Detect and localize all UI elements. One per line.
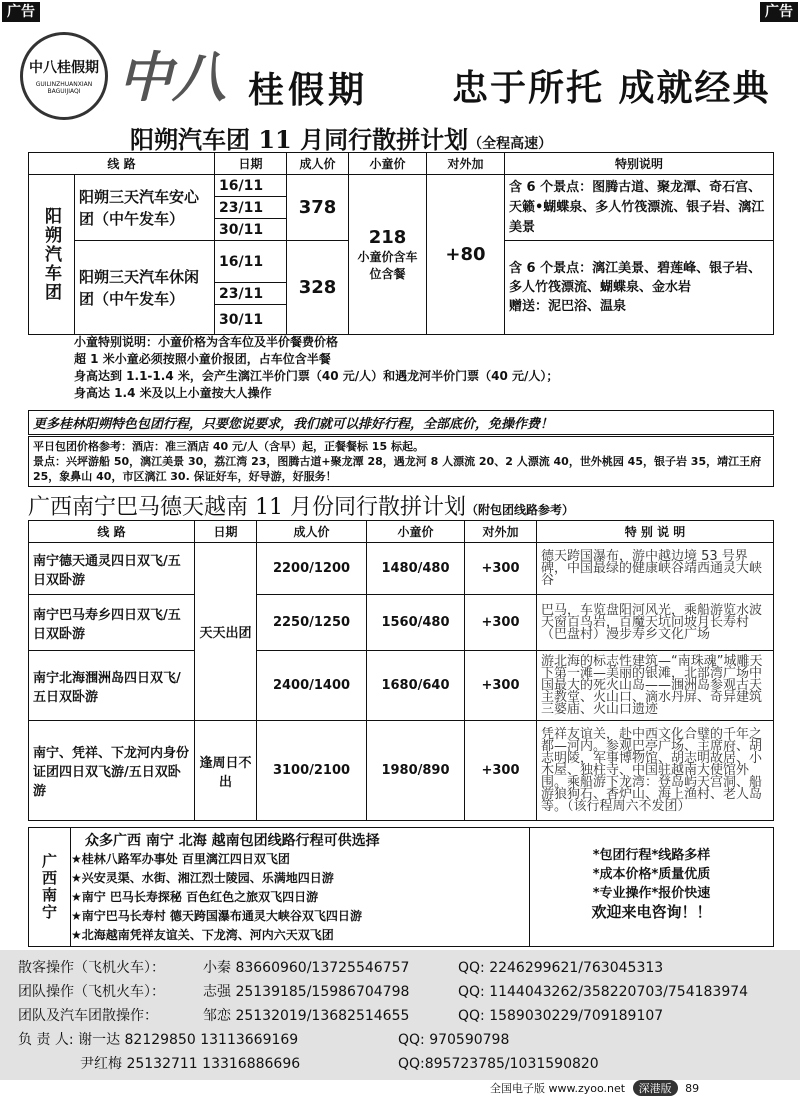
table-header-row	[29, 153, 774, 175]
table-row	[29, 651, 774, 721]
custom-tour-banner: 更多桂林阳朔特色包团行程，只要您说要求，我们就可以排好行程，全部底价，免操作费！	[28, 410, 774, 435]
contact-label: 负 责 人: 谢一达 82129850 13113669169	[18, 1032, 299, 1048]
route-name: 南宁、凭祥、下龙河内身份证团四日双飞游/五日双卧游	[29, 721, 195, 821]
extra-price: +300	[465, 543, 537, 595]
table-header-row	[29, 521, 774, 543]
col-route: 线 路	[29, 153, 215, 175]
col-route: 线 路	[29, 521, 195, 543]
route-name: 阳朔三天汽车安心团（中午发车）	[75, 175, 215, 241]
yangshuo-tour-table	[28, 152, 774, 335]
child-notes	[74, 334, 774, 402]
route-name: 南宁德天通灵四日双飞/五日双卧游	[29, 543, 195, 595]
side-label: 阳朔汽车团	[29, 175, 75, 335]
logo-sub: GUILINZHUANXIAN BAGUIJIAQI	[35, 81, 93, 95]
footer-site: 全国电子版 www.zyoo.net	[490, 1082, 626, 1095]
contact-person: 志强 25139185/15986704798	[203, 984, 410, 1000]
company-logo-badge	[20, 32, 108, 120]
brand-mark: 中八	[118, 45, 226, 109]
page-footer	[490, 1080, 699, 1096]
contact-row	[18, 956, 798, 980]
section1-title	[130, 120, 552, 155]
section2-title-text: 广西南宁巴马德天越南 11 月份同行散拼计划	[28, 495, 466, 520]
note-line: 小童特别说明：小童价格为含车位及半价餐费价格	[74, 335, 339, 349]
contact-qq: QQ: 2246299621/763045313	[458, 960, 664, 976]
child-price: 1480/480	[367, 543, 465, 595]
child-price: 1980/890	[367, 721, 465, 821]
extra-price: +80	[427, 175, 505, 335]
section1-title-note: （全程高速）	[468, 136, 553, 152]
note-line: 身高达 1.4 米及以上小童按大人操作	[74, 386, 272, 400]
date-cell: 16/11	[215, 241, 287, 283]
daily-departure: 天天出团	[195, 543, 257, 721]
list-item: ★桂林八路军办事处 百里漓江四日双飞团	[71, 852, 290, 866]
col-special: 特别说明	[505, 153, 774, 175]
contact-qq: QQ: 970590798	[398, 1032, 510, 1048]
service-highlights	[529, 828, 773, 946]
region-label-cell	[29, 828, 71, 946]
col-adult: 成人价	[287, 153, 349, 175]
note-line: 身高达到 1.1-1.4 米，会产生漓江半价门票（40 元/人）和遇龙河半价门票（40 元/人）；	[74, 369, 559, 383]
col-adult: 成人价	[257, 521, 367, 543]
gift-note: 赠送：泥巴浴、温泉	[509, 299, 627, 314]
contacts-panel	[0, 950, 800, 1080]
contact-label: 团队及汽车团散操作：	[18, 1008, 158, 1024]
contact-label: 尹红梅 25132711 13316886696	[80, 1056, 301, 1072]
route-name: 阳朔三天汽车休闲团（中午发车）	[75, 241, 215, 335]
footer-edition-badge	[633, 1080, 678, 1096]
col-child: 小童价	[349, 153, 427, 175]
date-cell: 30/11	[215, 305, 287, 335]
table-row	[29, 595, 774, 651]
col-date: 日期	[215, 153, 287, 175]
route-name: 南宁北海涠洲岛四日双飞/五日双卧游	[29, 651, 195, 721]
section2-title	[28, 490, 574, 521]
col-extra: 对外加	[427, 153, 505, 175]
list-item: ★兴安灵渠、水街、湘江烈士陵园、乐满地四日游	[71, 871, 334, 885]
price-ref-line: 景点：兴坪游船 50，漓江美景 30，荔江湾 23，图腾古道+聚龙潭 28，遇龙河 8 人漂流 20、2 人漂流 40，世外桃园 45，银子岩 35，靖江王府 25，象鼻山 40，市区漓江 30. 保证好车，好导游，好服务！	[33, 455, 762, 483]
contact-row	[18, 980, 798, 1004]
date-cell: 30/11	[215, 219, 287, 241]
special-note: 含 6 个景点：图腾古道、聚龙潭、奇石宫、天籁•蝴蝶泉、多人竹筏漂流、银子岩、漓江美景	[505, 175, 774, 241]
child-price-cell	[349, 175, 427, 335]
page-number: 89	[685, 1082, 700, 1095]
ad-tag-right: 广告	[760, 2, 798, 22]
section2-title-note: （附包团线路参考）	[465, 503, 574, 517]
adult-price: 378	[287, 175, 349, 241]
child-price: 1680/640	[367, 651, 465, 721]
price-ref-line: 平日包团价格参考：酒店：准三酒店 40 元/人（含早）起，正餐餐标 15 标起。	[33, 440, 424, 453]
highlight-line: *专业操作*报价快速	[592, 886, 711, 901]
extra-price: +300	[465, 595, 537, 651]
child-note: 小童价含车位含餐	[357, 250, 418, 281]
col-extra: 对外加	[465, 521, 537, 543]
weekly-departure: 逢周日不出	[195, 721, 257, 821]
ad-tag-left: 广告	[2, 2, 40, 22]
contact-label: 散客操作（飞机火车）：	[18, 960, 165, 976]
logo-text: 中八桂假期	[29, 60, 99, 76]
contact-qq: QQ: 1144043262/358220703/754183974	[458, 984, 749, 1000]
date-cell: 16/11	[215, 175, 287, 197]
list-item: ★北海越南凭祥友谊关、下龙湾、河内六天双飞团	[71, 928, 334, 942]
route-desc: 凭祥友谊关，赴中西文化合璧的千年之都—河内。参观巴亭广场、主席府、胡志明陵，军事博物馆、胡志明故居、小木屋、独柱寺、中国驻越南大使馆外围。乘船游下龙湾：登岛屿天宫洞、船游狼狗石、香炉山、海上渔村、老人岛等。（该行程周六不发团）	[537, 721, 774, 821]
contact-qq: QQ:895723785/1031590820	[398, 1056, 599, 1072]
child-price: 218	[368, 227, 407, 248]
price-reference	[28, 436, 774, 487]
note-line: 超 1 米小童必须按照小童价报团，占车位含半餐	[74, 352, 331, 366]
adult-price: 328	[287, 241, 349, 335]
route-desc: 巴马，车览盘阳河风光，乘船游览水波天窗百鸟岩，百魔天坑问坡月长寿村（巴盘村）漫步寿乡文化广场	[537, 595, 774, 651]
custom-tour-box	[28, 827, 774, 947]
extra-price: +300	[465, 721, 537, 821]
extra-price: +300	[465, 651, 537, 721]
highlight-line: *成本价格*质量优质	[592, 867, 711, 882]
list-item: ★南宁巴马长寿村 德天跨国瀑布通灵大峡谷双飞四日游	[71, 909, 362, 923]
highlight-line: *包团行程*线路多样	[592, 848, 711, 863]
region-label: 广西南宁	[40, 853, 58, 921]
col-date: 日期	[195, 521, 257, 543]
adult-price: 3100/2100	[257, 721, 367, 821]
contact-qq: QQ: 1589030229/709189107	[458, 1008, 664, 1024]
adult-price: 2200/1200	[257, 543, 367, 595]
table-row	[29, 175, 774, 197]
route-desc: 德天跨国瀑布，游中越边境 53 号界碑，中国最绿的健康峡谷靖西通灵大峡谷	[537, 543, 774, 595]
contact-row	[18, 1052, 798, 1076]
col-special: 特 别 说 明	[537, 521, 774, 543]
contact-row	[18, 1028, 798, 1052]
date-cell: 23/11	[215, 283, 287, 305]
child-price: 1560/480	[367, 595, 465, 651]
adult-price: 2400/1400	[257, 651, 367, 721]
section1-title-text: 阳朔汽车团 11 月同行散拼计划	[130, 125, 469, 154]
adult-price: 2250/1250	[257, 595, 367, 651]
table-row	[29, 543, 774, 595]
route-name: 南宁巴马寿乡四日双飞/五日双卧游	[29, 595, 195, 651]
special-note-text: 含 6 个景点：漓江美景、碧莲峰、银子岩、多人竹筏漂流、蝴蝶泉、金水岩	[509, 261, 762, 295]
brand-name: 桂假期	[248, 69, 369, 111]
custom-tour-list	[71, 850, 362, 945]
footer-edition: 深港版	[638, 1082, 672, 1095]
highlight-line: 欢迎来电咨询！！	[591, 903, 712, 921]
date-cell: 23/11	[215, 197, 287, 219]
nanning-tour-table	[28, 520, 774, 821]
table-row	[29, 721, 774, 821]
list-item: ★南宁 巴马长寿探秘 百色红色之旅双飞四日游	[71, 890, 319, 904]
contact-person: 邹恋 25132019/13682514655	[203, 1008, 410, 1024]
special-note	[505, 241, 774, 335]
route-desc: 游北海的标志性建筑—“南珠魂”城雕天下第一滩—美丽的银滩，北部湾广场中国最大的死火山岛——涠洲岛参观古天主教堂、火山口、滴水丹屏、奇异建筑三婆庙、火山口遗迹	[537, 651, 774, 721]
col-child: 小童价	[367, 521, 465, 543]
contact-row	[18, 1004, 798, 1028]
contact-label: 团队操作（飞机火车）：	[18, 984, 165, 1000]
contact-person: 小秦 83660960/13725546757	[203, 960, 410, 976]
slogan: 忠于所托 成就经典	[452, 68, 771, 109]
custom-tour-title: 众多广西 南宁 北海 越南包团线路行程可供选择	[85, 833, 380, 849]
